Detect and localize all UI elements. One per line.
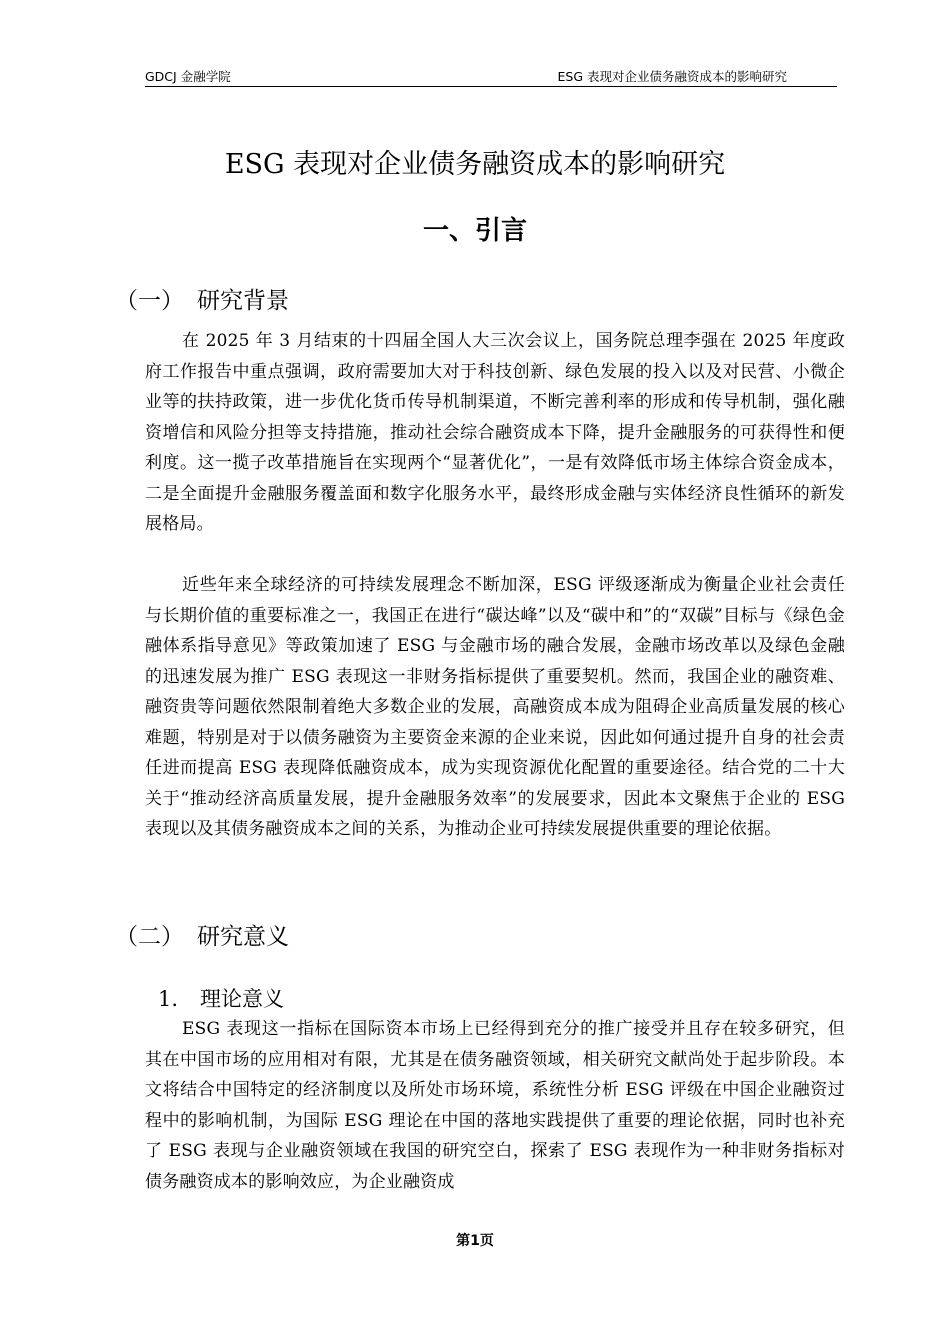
- paper-title: ESG 表现对企业债务融资成本的影响研究: [224, 149, 726, 180]
- background-paragraph-2: 近些年来全球经济的可持续发展理念不断加深，ESG 评级逐渐成为衡量企业社会责任与长期价值的重要标准之一，我国正在进行“碳达峰”以及“碳中和”的“双碳”目标与《绿色金融体系指导意见》等政策加速了 ESG 与金融市场的融合发展，金融市场改革以及绿色金融的迅速发展为推广 ESG 表现这一非财务指标提供了重要契机。然而，我国企业的融资难、融资贵等问题依然限制着绝大多数企业的发展，高融资成本成为阻碍企业高质量发展的核心难题，特别是对于以债务融资为主要资金来源的企业来说，因此如何通过提升自身的社会责任进而提高 ESG 表现降低融资成本，成为实现资源优化配置的重要途径。结合党的二十大关于“推动经济高质量发展，提升金融服务效率”的发展要求，因此本文聚焦于企业的 ESG 表现以及其债务融资成本之间的关系，为推动企业可持续发展提供重要的理论依据。: [145, 575, 845, 839]
- background-paragraph-1: 在 2025 年 3 月结束的十四届全国人大三次会议上，国务院总理李强在 2025 年度政府工作报告中重点强调，政府需要加大对于科技创新、绿色发展的投入以及对民营、小微企业等的扶持政策，进一步优化货币传导机制渠道，不断完善利率的形成和传导机制，强化融资增信和风险分担等支持措施，推动社会综合融资成本下降，提升金融服务的可获得性和便利度。这一揽子改革措施旨在实现两个“显著优化”，一是有效降低市场主体综合资金成本，二是全面提升金融服务覆盖面和数字化服务水平，最终形成金融与实体经济良性循环的新发展格局。: [145, 331, 845, 534]
- subsection-title: 研究意义: [197, 924, 289, 950]
- item-heading-theoretical: [158, 983, 284, 1013]
- subsection-title: 研究背景: [197, 288, 289, 314]
- page-number: 第1页: [456, 1233, 494, 1249]
- item-title: 理论意义: [200, 987, 284, 1011]
- subsection-heading-background: [115, 282, 289, 315]
- section-heading-introduction: 一、引言: [422, 216, 527, 246]
- subsection-number: （一）: [115, 288, 184, 314]
- page-header: [145, 64, 837, 87]
- header-right-text: ESG 表现对企业债务融资成本的影响研究: [557, 69, 787, 84]
- header-left-text: GDCJ 金融学院: [145, 69, 231, 84]
- subsection-heading-significance: [115, 918, 289, 951]
- subsection-number: （二）: [115, 924, 184, 950]
- theoretical-paragraph: ESG 表现这一指标在国际资本市场上已经得到充分的推广接受并且存在较多研究，但其在中国市场的应用相对有限，尤其是在债务融资领域，相关研究文献尚处于起步阶段。本文将结合中国特定的经济制度以及所处市场环境，系统性分析 ESG 评级在中国企业融资过程中的影响机制，为国际 ESG 理论在中国的落地实践提供了重要的理论依据，同时也补充了 ESG 表现与企业融资领域在我国的研究空白，探索了 ESG 表现作为一种非财务指标对债务融资成本的影响效应，为企业融资成: [145, 1019, 845, 1192]
- item-number: 1.: [158, 987, 179, 1011]
